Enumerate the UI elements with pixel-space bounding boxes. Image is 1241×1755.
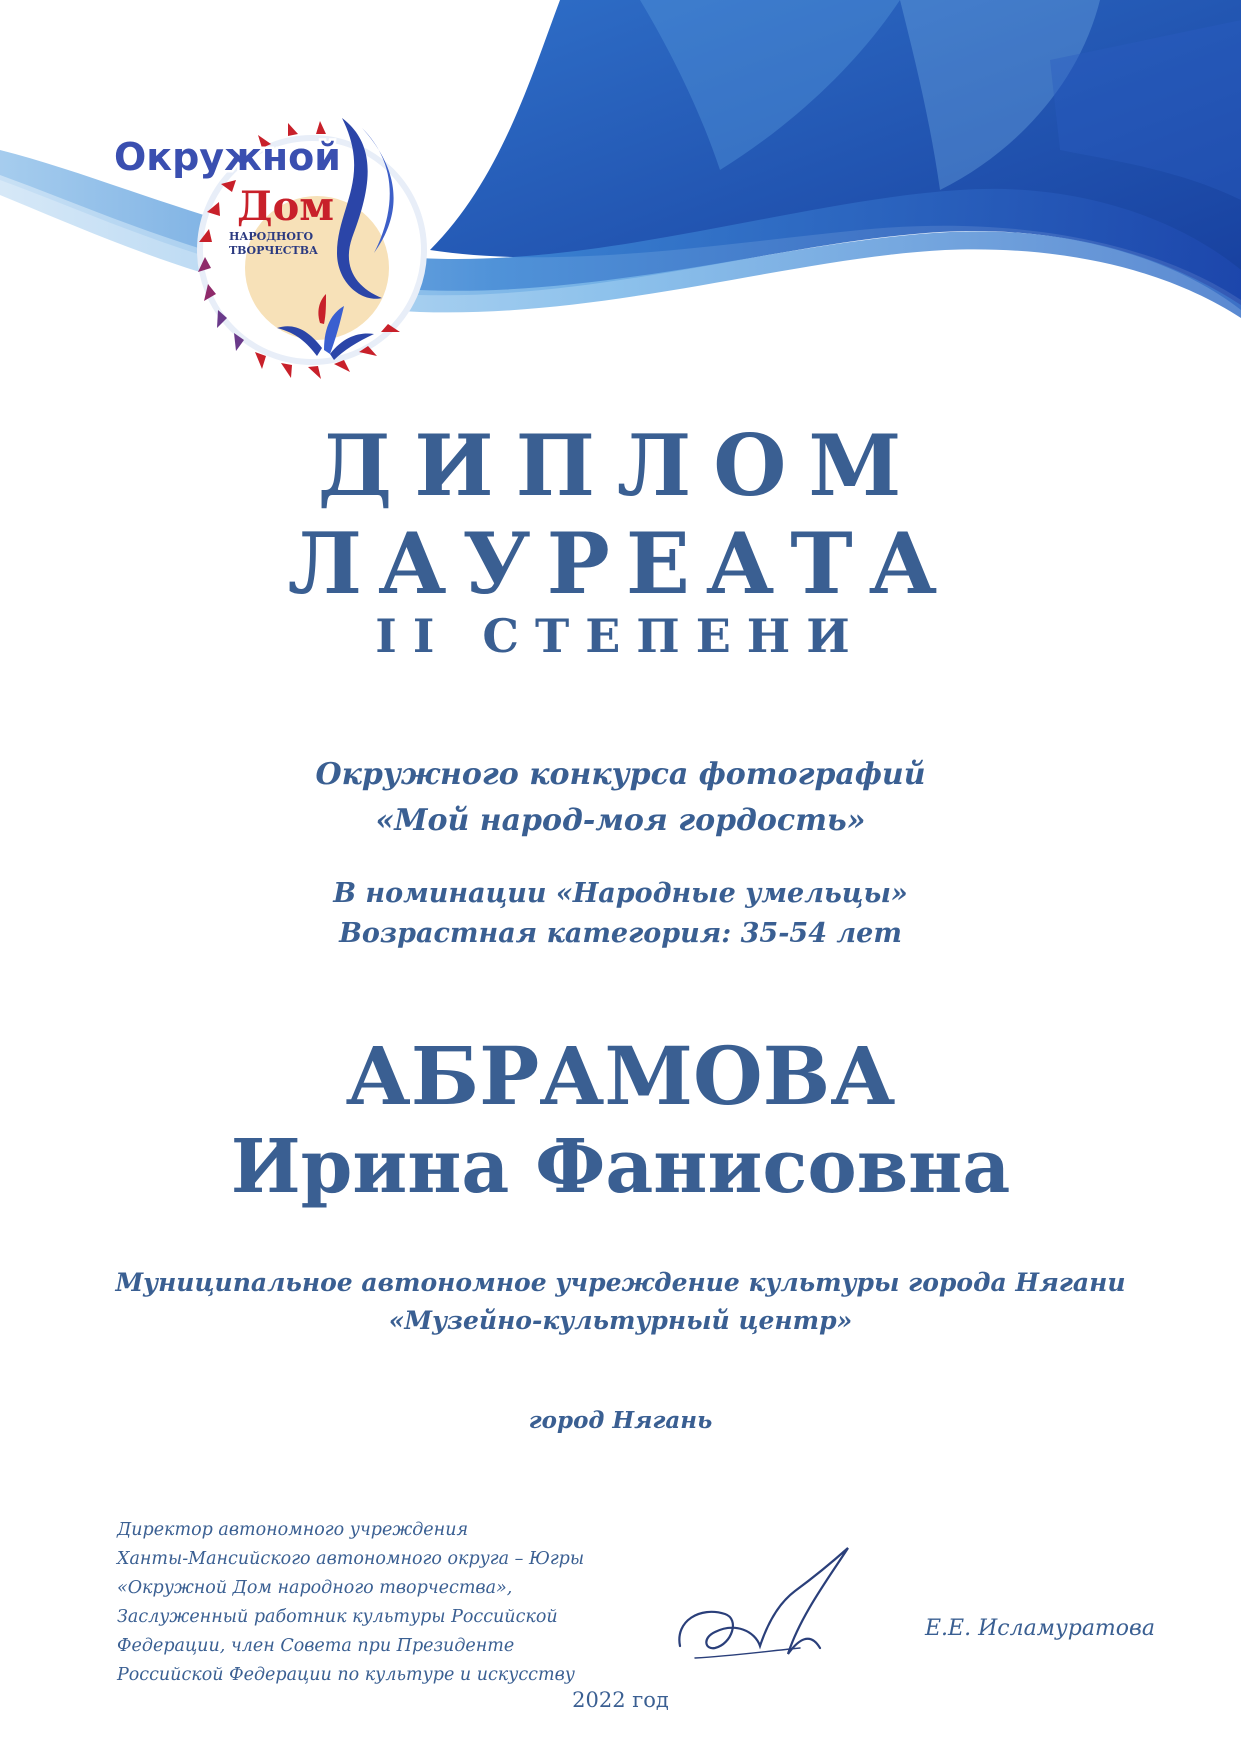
logo-text-line1: Окружной [114, 135, 341, 179]
diploma-degree: II СТЕПЕНИ [375, 609, 866, 663]
organization-line1: Муниципальное автономное учреждение культуры города Нягани [115, 1268, 1126, 1297]
year-label: 2022 год [572, 1688, 669, 1712]
contest-line1: Окружного конкурса фотографий [315, 757, 926, 792]
signer-line: Российской Федерации по культуре и искусству [117, 1665, 575, 1685]
signer-name: Е.Е. Исламуратова [925, 1616, 1155, 1641]
logo-text-line2: Дом [237, 183, 334, 230]
signer-line: Федерации, член Совета при Президенте [117, 1636, 515, 1656]
signer-line: Директор автономного учреждения [117, 1520, 469, 1540]
diploma-title: ДИПЛОМ [317, 416, 924, 515]
organization-block [0, 1264, 1241, 1340]
nomination-block [0, 874, 1241, 954]
nomination-line: В номинации «Народные умельцы» [333, 878, 908, 909]
contest-line2: «Мой народ-моя гордость» [375, 803, 866, 838]
age-category-line: Возрастная категория: 35-54 лет [339, 918, 902, 949]
handwritten-signature [670, 1536, 870, 1666]
logo-text-line3: НАРОДНОГО [229, 230, 314, 243]
diploma-subtitle: ЛАУРЕАТА [287, 514, 954, 613]
signer-line: «Окружной Дом народного творчества», [117, 1578, 513, 1598]
city-label: город Нягань [528, 1407, 713, 1434]
signer-line: Ханты-Мансийского автономного округа – Югры [117, 1549, 585, 1569]
logo-text-line4: ТВОРЧЕСТВА [229, 244, 318, 257]
recipient-surname: АБРАМОВА [345, 1029, 896, 1123]
organization-line2: «Музейно-культурный центр» [388, 1306, 853, 1335]
logo-emblem [112, 88, 442, 388]
signer-line: Заслуженный работник культуры Российской [117, 1607, 558, 1627]
contest-name [0, 752, 1241, 844]
signer-title-block [117, 1516, 677, 1690]
recipient-given-name: Ирина Фанисовна [230, 1124, 1011, 1210]
